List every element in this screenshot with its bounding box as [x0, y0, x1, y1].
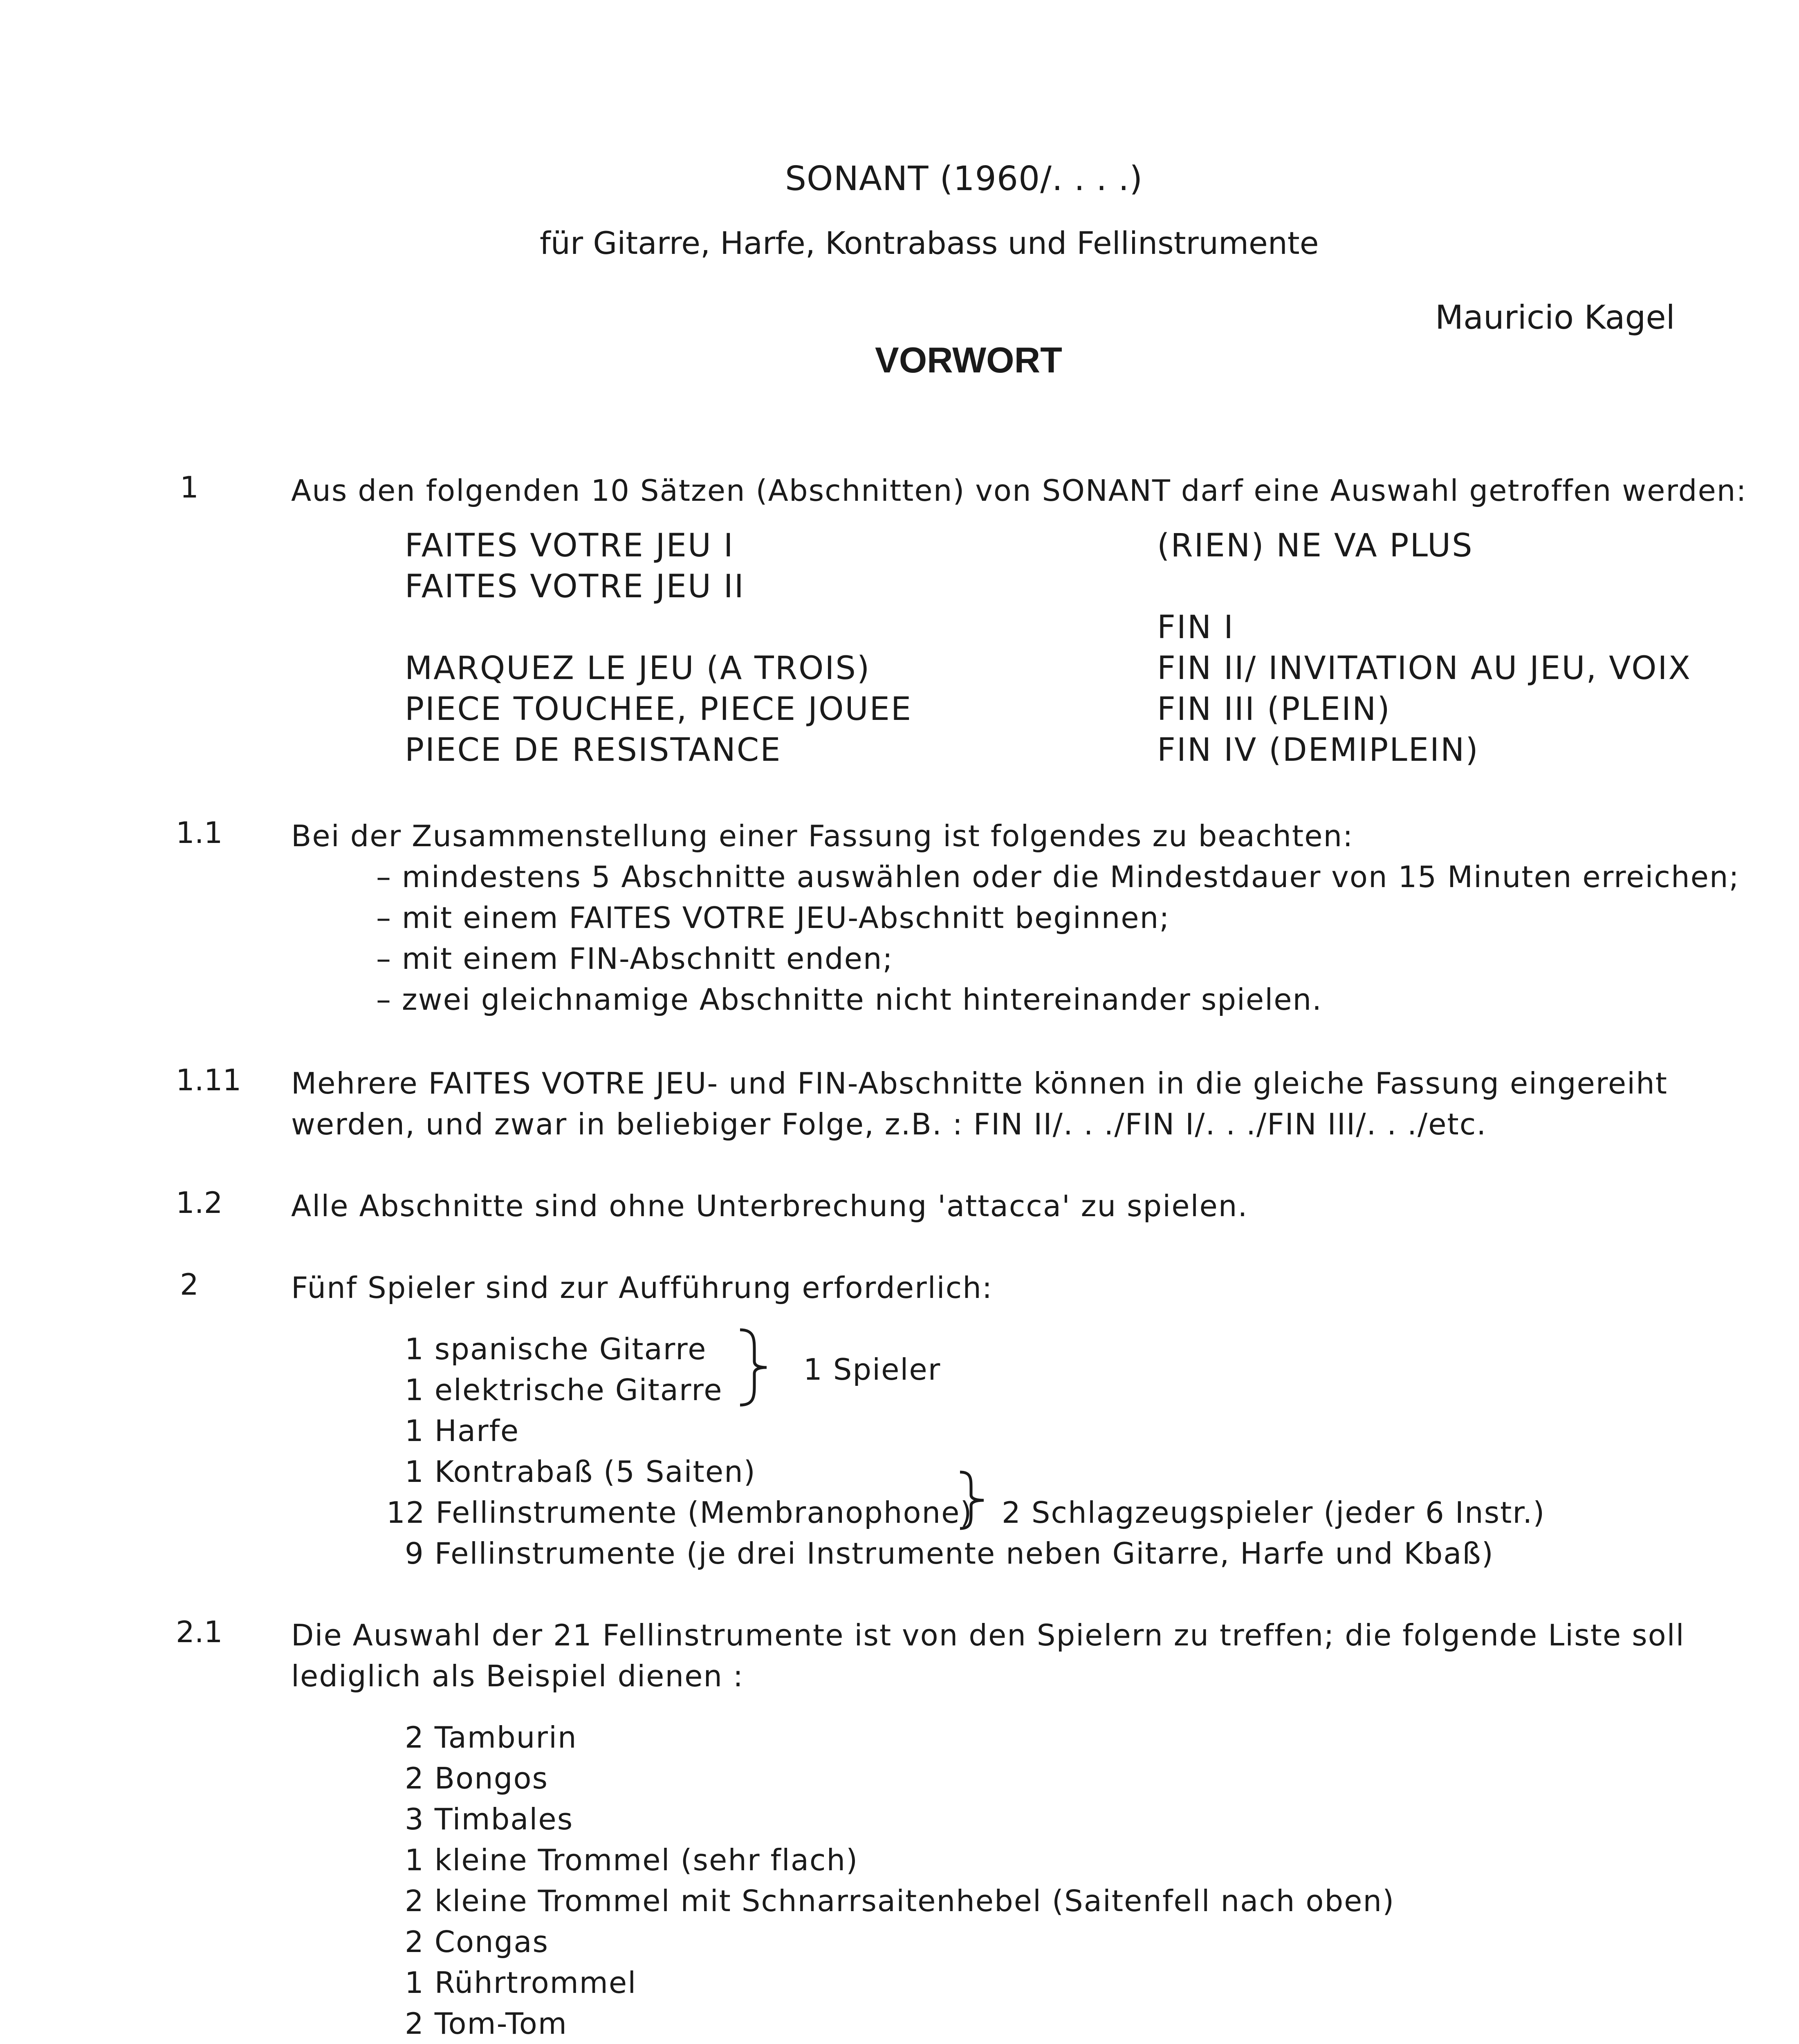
rule-item: – mit einem FIN-Abschnitt enden;: [376, 941, 893, 976]
instrument-item: 9 Fellinstrumente (je drei Instrumente neben Gitarre, Harfe und Kbaß): [405, 1536, 1494, 1571]
document-subtitle: für Gitarre, Harfe, Kontrabass und Fellinstrumente: [540, 225, 1319, 261]
section-text: Aus den folgenden 10 Sätzen (Abschnitten) von SONANT darf eine Auswahl getroffen werden:: [291, 473, 1747, 508]
movement-title: FIN III (PLEIN): [1157, 691, 1391, 728]
section-text: Mehrere FAITES VOTRE JEU- und FIN-Abschnitte können in die gleiche Fassung eingereiht: [291, 1066, 1668, 1100]
movement-title: FAITES VOTRE JEU II: [405, 568, 745, 605]
section-text: Die Auswahl der 21 Fellinstrumente ist von den Spielern zu treffen; die folgende Liste soll: [291, 1618, 1685, 1652]
movement-title: (RIEN) NE VA PLUS: [1157, 527, 1474, 564]
rule-item: – zwei gleichnamige Abschnitte nicht hintereinander spielen.: [376, 982, 1323, 1017]
movement-title: MARQUEZ LE JEU (A TROIS): [405, 650, 871, 687]
section-number: 1.11: [176, 1063, 242, 1097]
instrument-item: 1 Kontrabaß (5 Saiten): [405, 1455, 756, 1489]
section-heading: VORWORT: [875, 340, 1062, 380]
section-text: Bei der Zusammenstellung einer Fassung ist folgendes zu beachten:: [291, 819, 1354, 853]
movement-title: PIECE TOUCHEE, PIECE JOUEE: [405, 691, 913, 728]
rule-item: – mit einem FAITES VOTRE JEU-Abschnitt beginnen;: [376, 901, 1170, 935]
document-title: SONANT (1960/. . . .): [785, 159, 1143, 198]
section-number: 1.1: [176, 816, 223, 850]
movement-title: FIN II/ INVITATION AU JEU, VOIX: [1157, 650, 1691, 687]
section-text: Fünf Spieler sind zur Aufführung erforderlich:: [291, 1271, 993, 1305]
movement-title: FIN I: [1157, 609, 1235, 646]
section-number: 1: [180, 470, 199, 504]
instrument-item: 3 Timbales: [405, 1802, 574, 1836]
brace-label: 1 Spieler: [803, 1352, 941, 1387]
instrument-item: 2 Congas: [405, 1925, 549, 1959]
instrument-item: 1 spanische Gitarre: [405, 1332, 707, 1366]
rule-item: – mindestens 5 Abschnitte auswählen oder die Mindestdauer von 15 Minuten erreichen;: [376, 860, 1740, 894]
instrument-item: 1 elektrische Gitarre: [405, 1373, 723, 1407]
movement-title: FIN IV (DEMIPLEIN): [1157, 732, 1479, 769]
section-text: lediglich als Beispiel dienen :: [291, 1659, 744, 1693]
curly-brace-icon: [957, 1470, 989, 1531]
movement-title: PIECE DE RESISTANCE: [405, 732, 782, 769]
section-text: Alle Abschnitte sind ohne Unterbrechung 'attacca' zu spielen.: [291, 1189, 1248, 1223]
instrument-item: 2 Tom-Tom: [405, 2006, 568, 2041]
instrument-item: 1 kleine Trommel (sehr flach): [405, 1843, 859, 1877]
instrument-item: 1 Harfe: [405, 1414, 520, 1448]
section-text: werden, und zwar in beliebiger Folge, z.B. : FIN II/. . ./FIN I/. . ./FIN III/. . ./etc.: [291, 1107, 1487, 1141]
movement-title: FAITES VOTRE JEU I: [405, 527, 734, 564]
instrument-item: 2 Tamburin: [405, 1720, 577, 1755]
section-number: 1.2: [176, 1186, 223, 1220]
instrument-item: 12 Fellinstrumente (Membranophone): [386, 1495, 973, 1530]
author-name: Mauricio Kagel: [1435, 298, 1675, 336]
instrument-item: 2 Bongos: [405, 1761, 549, 1795]
instrument-item: 1 Rührtrommel: [405, 1966, 637, 2000]
curly-brace-icon: [736, 1327, 773, 1408]
instrument-item: 2 kleine Trommel mit Schnarrsaitenhebel (Saitenfell nach oben): [405, 1884, 1395, 1918]
section-number: 2: [180, 1267, 199, 1302]
brace-label: 2 Schlagzeugspieler (jeder 6 Instr.): [1002, 1495, 1546, 1530]
section-number: 2.1: [176, 1615, 223, 1649]
